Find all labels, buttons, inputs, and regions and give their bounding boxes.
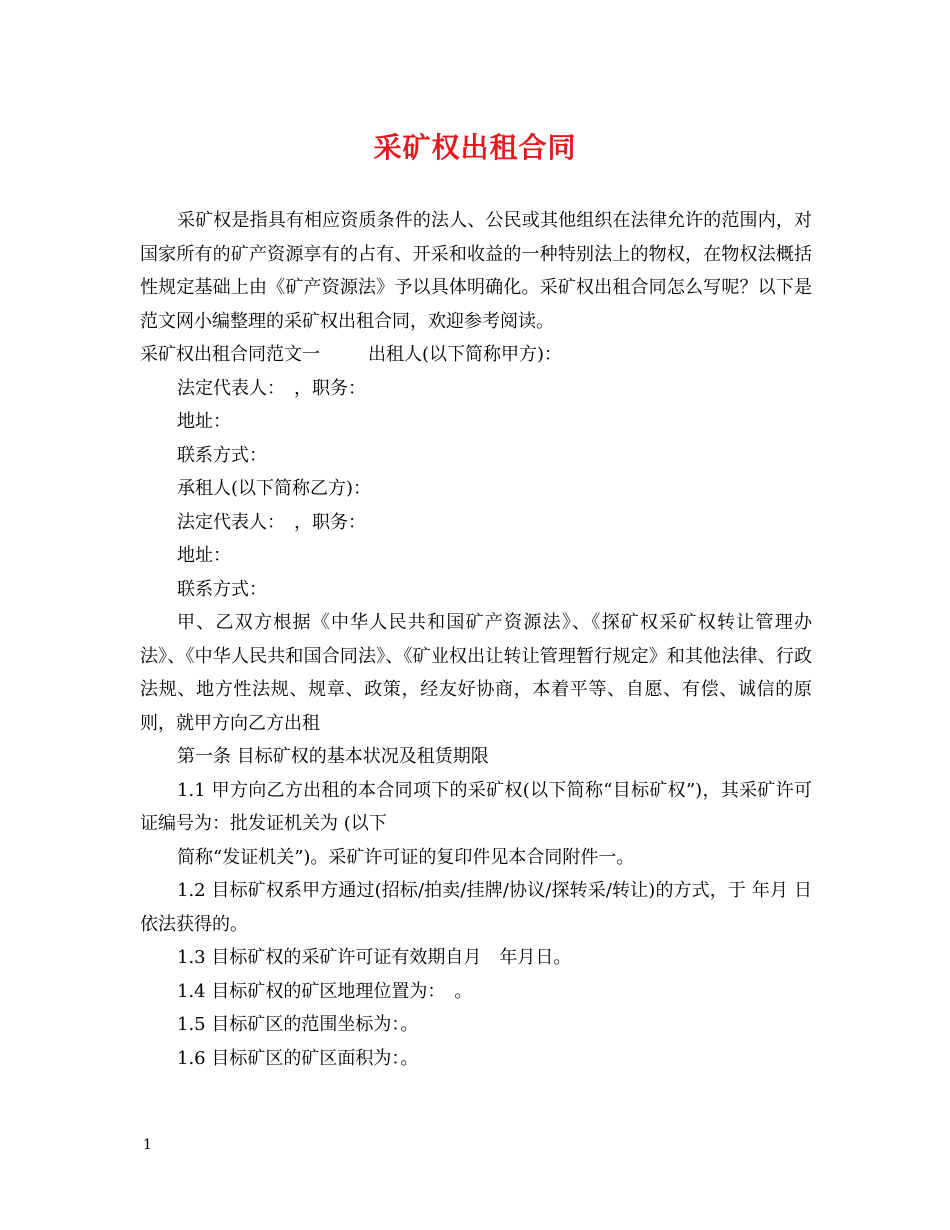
- clause-1-1: 1.1 甲方向乙方出租的本合同项下的采矿权(以下简称“目标矿权”)，其采矿许可证编号为：批发证机关为 (以下: [140, 779, 812, 834]
- lessee-contact: 联系方式：: [177, 578, 267, 600]
- clause-1-1-continued: 简称“发证机关”)。采矿许可证的复印件见本合同附件一。: [177, 846, 635, 868]
- lessee-address: 地址：: [177, 545, 231, 566]
- clause-1-2: 1.2 目标矿权系甲方通过(招标/拍卖/挂牌/协议/探转采/转让)的方式，于 年月 日依法获得的。: [140, 880, 812, 935]
- lessor-contact: 联系方式：: [177, 444, 267, 466]
- lessee-representative: 法定代表人： ，职务：: [177, 511, 366, 533]
- intro-paragraph: 采矿权是指具有相应资质条件的法人、公民或其他组织在法律允许的范围内，对国家所有的矿产资源享有的占有、开采和收益的一种特别法上的物权，在物权法概括性规定基础上由《矿产资源法》予以具体明确化。采矿权出租合同怎么写呢？以下是范文网小编整理的采矿权出租合同，欢迎参考阅读。: [140, 210, 812, 332]
- lessor-address: 地址：: [177, 411, 231, 432]
- lessee-heading: 承租人(以下简称乙方)：: [177, 478, 372, 499]
- preamble-paragraph: 甲、乙双方根据《中华人民共和国矿产资源法》、《探矿权采矿权转让管理办法》、《中华人民共和国合同法》、《矿业权出让转让管理暂行规定》和其他法律、行政法规、地方性法规、规章、政策，经友好协商，本着平等、自愿、有偿、诚信的原则，就甲方向乙方出租: [140, 612, 812, 734]
- lessor-representative: 法定代表人： ，职务：: [177, 377, 366, 399]
- lessor-heading: 出租人(以下简称甲方)：: [368, 344, 563, 365]
- document-title: 采矿权出租合同: [373, 131, 577, 164]
- sample-heading: 采矿权出租合同范文一: [140, 344, 320, 365]
- clause-1-6: 1.6 目标矿区的矿区面积为：。: [177, 1047, 419, 1069]
- clause-1-3: 1.3 目标矿权的采矿许可证有效期自月 年月日。: [177, 947, 572, 968]
- document-body: [140, 204, 812, 1075]
- article-1-heading: 第一条 目标矿权的基本状况及租赁期限: [177, 746, 489, 767]
- clause-1-4: 1.4 目标矿权的矿区地理位置为： 。: [177, 980, 473, 1002]
- sample-line: [140, 338, 812, 372]
- clause-1-5: 1.5 目标矿区的范围坐标为：。: [177, 1014, 419, 1035]
- page-number: 1: [143, 1137, 152, 1153]
